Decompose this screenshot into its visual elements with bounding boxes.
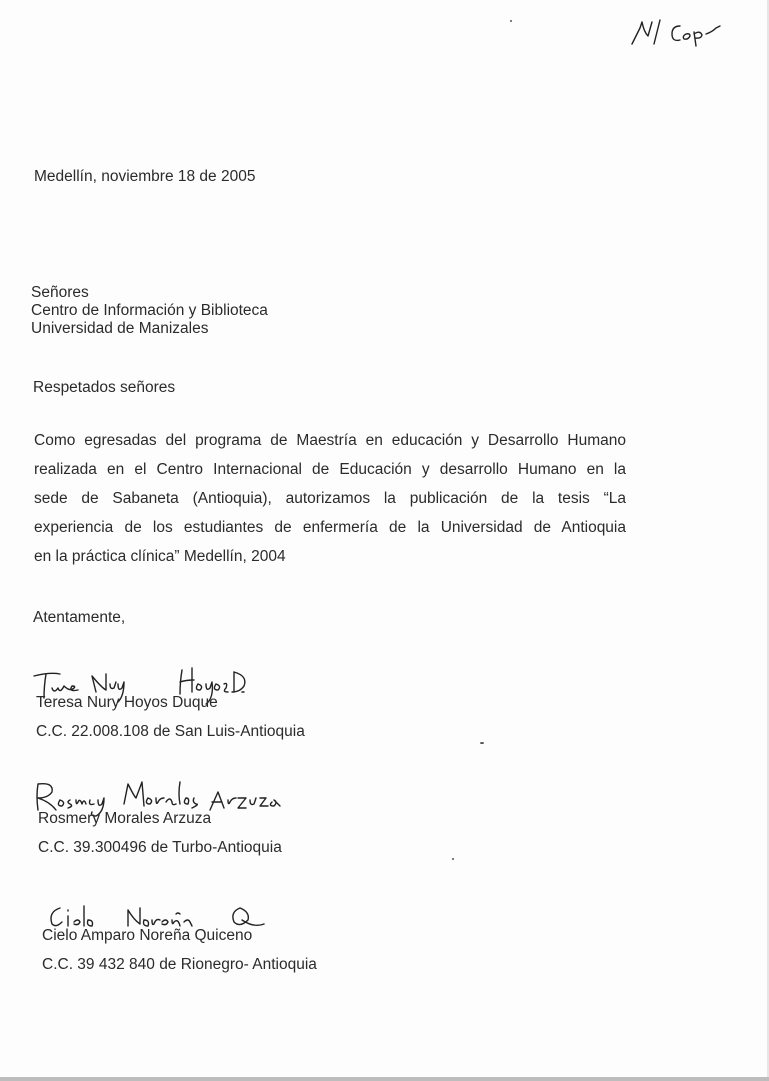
page-edge-bottom (0, 1077, 769, 1081)
handwritten-annotation-mark (628, 14, 738, 54)
body-line: Como egresadas del programa de Maestría en educación y Desarrollo Humano (34, 432, 626, 449)
signatory-3-name: Cielo Amparo Noreña Quiceno (42, 927, 253, 944)
scan-speck (510, 20, 512, 22)
body-paragraph (34, 426, 626, 571)
recipient-line-3: Universidad de Manizales (31, 320, 209, 337)
body-line: realizada en el Centro Internacional de Educación y desarrollo Humano en la (34, 461, 626, 478)
signatory-1-name: Teresa Nury Hoyos Duque (36, 694, 218, 711)
date-line: Medellín, noviembre 18 de 2005 (34, 168, 256, 185)
signatory-2-name: Rosmery Morales Arzuza (38, 810, 212, 827)
scan-speck (452, 858, 454, 860)
greeting: Respetados señores (33, 379, 176, 396)
signatory-3-id: C.C. 39 432 840 de Rionegro- Antioquia (42, 956, 317, 973)
recipient-line-1: Señores (31, 284, 89, 301)
recipient-line-2: Centro de Información y Biblioteca (31, 302, 268, 319)
signatory-2-id: C.C. 39.300496 de Turbo-Antioquia (38, 839, 282, 856)
body-line: sede de Sabaneta (Antioquia), autorizamos la publicación de la tesis “La (34, 490, 626, 507)
scan-speck (480, 742, 484, 744)
body-line: en la práctica clínica” Medellín, 2004 (34, 548, 286, 565)
signatory-1-id: C.C. 22.008.108 de San Luis-Antioquia (36, 723, 305, 740)
closing: Atentamente, (33, 609, 126, 626)
body-line: experiencia de los estudiantes de enfermería de la Universidad de Antioquia (34, 519, 626, 536)
